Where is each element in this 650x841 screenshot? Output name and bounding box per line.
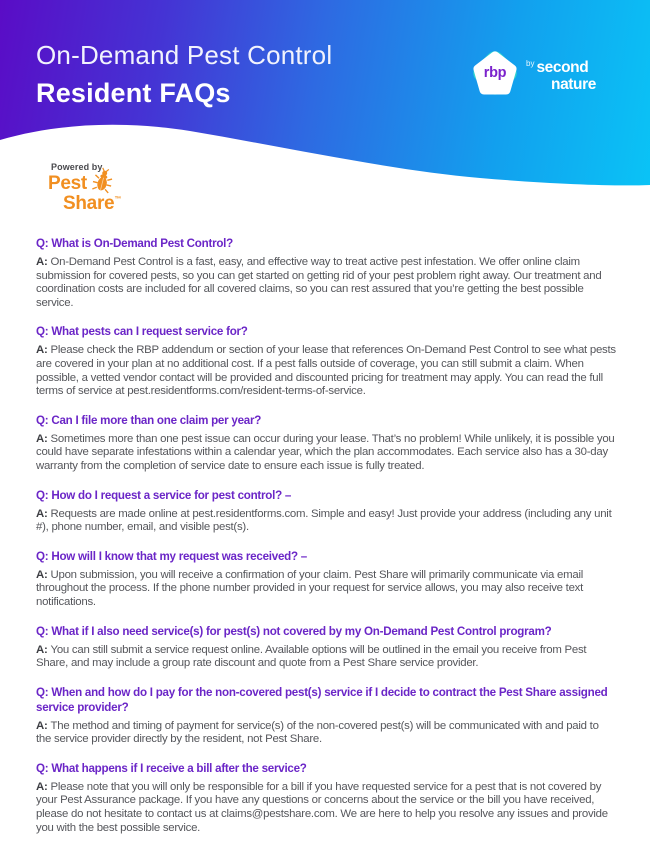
faq-answer [36,256,616,310]
faq-question: Q: Can I file more than one claim per year? [36,413,262,427]
page-title: On-Demand Pest Control [36,40,333,70]
faq-question: Q: How do I request a service for pest control? – [36,488,292,502]
faq-item [36,324,616,398]
answer-text: Requests are made online at pest.residentforms.com. Simple and easy! Just provide your address (including any unit #), phone number, email, and visible pest(s). [36,507,612,534]
faq-item [36,549,616,610]
faq-question: Q: What pests can I request service for? [36,325,248,339]
faq-item [36,488,616,535]
faq-answer [36,508,616,535]
faq-answer [36,644,616,671]
answer-prefix: A: [36,568,48,581]
answer-text: You can still submit a service request online. Available options will be outlined in the email you receive from Pest Share, and may include a group rate discount and quote from a Pest Share service provider. [36,643,587,670]
faq-answer [36,720,616,747]
answer-prefix: A: [36,344,48,357]
answer-text: Please check the RBP addendum or section of your lease that references On-Demand Pest Control to see what pests are covered in your plan at no additional cost. If a pest falls outside of coverage, you can still submit a claim. When possible, a vetted vendor contact will be provided and discounted pricing for treatment may apply. You can read the full terms of service at pest.residentforms.com/resident-terms-of-service. [36,344,616,398]
faq-item [36,761,616,835]
faq-question: Q: When and how do I pay for the non-covered pest(s) service if I decide to contract the Pest Share assigned service provider? [36,685,608,714]
rbp-logo-text: rbp [483,65,507,81]
by-label: by [526,59,535,68]
faq-item [36,413,616,474]
trademark-symbol: ™ [114,196,122,203]
answer-text: Please note that you will only be responsible for a bill if you have requested service for a pest that is not covered by your Pest Assurance package. If you have any questions or concerns about the service or the bill you have received, please do not hesitate to contact us at claims@pestshare.com. We are here to help you resolve any issues and provide you with the best possible service. [36,780,608,834]
answer-text: Upon submission, you will receive a confirmation of your claim. Pest Share will primarily communicate via email throughout the process. If the phone number provided in your request for service allows, you may also receive text notifications. [36,568,584,608]
faq-item [36,685,616,747]
answer-text: The method and timing of payment for service(s) of the non-covered pest(s) will be communicated with and paid to the service provider directly by the resident, not Pest Share. [36,719,599,746]
answer-prefix: A: [36,643,48,656]
faq-question: Q: What happens if I receive a bill after the service? [36,761,307,775]
faq-item [36,236,616,310]
header-titles [36,40,332,109]
answer-text: Sometimes more than one pest issue can occur during your lease. That’s no problem! While unlikely, it is possible you could have separate infestations within a calendar year, which the plan accommodates. Each service also has a 30-day warranty from the completion of service date to ensure each issue is fully treated. [36,432,615,472]
answer-prefix: A: [36,432,48,445]
beetle-icon [88,164,118,197]
answer-prefix: A: [36,780,48,793]
faq-question: Q: How will I know that my request was received? – [36,549,307,563]
rbp-second-nature-logo [472,50,596,96]
answer-prefix: A: [36,507,48,520]
second-label: second [536,59,589,76]
answer-prefix: A: [36,719,48,732]
faq-item [36,624,616,671]
share-label: Share [63,193,115,214]
faq-answer [36,433,616,474]
rbp-logo-icon [472,50,518,96]
page-subtitle: Resident FAQs [36,78,231,108]
faq-answer [36,344,616,398]
faq-question: Q: What if I also need service(s) for pest(s) not covered by my On-Demand Pest Control program? [36,624,552,638]
faq-question: Q: What is On-Demand Pest Control? [36,237,233,250]
nature-label: nature [551,76,596,93]
pestshare-logo [48,162,121,214]
answer-prefix: A: [36,256,48,268]
faq-list [0,210,650,835]
pest-label: Pest [48,173,87,194]
answer-text: On-Demand Pest Control is a fast, easy, and effective way to treat active pest infestation. We offer online claim submission for covered pests, so you can get started on getting rid of your pest problem right away. Our treatment and coordination costs are included for all covered claims, so you can rest assured that you’re getting the best possible service. [36,256,602,309]
faq-answer [36,569,616,610]
faq-answer [36,781,616,835]
second-nature-wordmark [526,60,596,93]
powered-by-label: Powered by [51,162,103,172]
